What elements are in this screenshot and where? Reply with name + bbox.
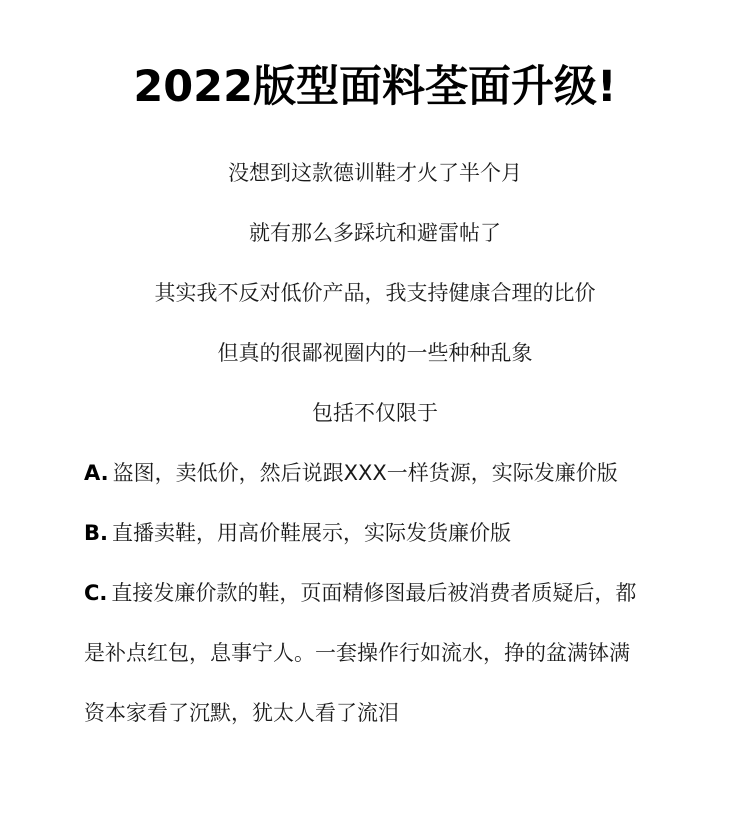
intro-line: 没想到这款德训鞋才火了半个月 — [228, 161, 522, 185]
intro-line: 就有那么多踩坑和避雷帖了 — [249, 221, 501, 245]
list-item-letter: B. — [84, 521, 108, 545]
list-item — [84, 578, 724, 608]
list-item-letter: C. — [84, 581, 108, 605]
intro-line: 包括不仅限于 — [312, 401, 438, 425]
list-item-text: 直播卖鞋，用高价鞋展示，实际发货廉价版 — [111, 521, 511, 545]
page-title: 2022版型面料荃面升级! — [133, 62, 617, 112]
list-item — [84, 458, 724, 488]
list-item-letter: A. — [84, 461, 109, 485]
list-item-text: 直接发廉价款的鞋，页面精修图最后被消费者质疑后，都 — [111, 581, 637, 605]
continuation-line: 资本家看了沉默，犹太人看了流泪 — [84, 701, 399, 725]
list-item-text: 盗图，卖低价，然后说跟XXX一样货源，实际发廉价版 — [112, 461, 618, 485]
list-item — [84, 518, 724, 548]
intro-line: 其实我不反对低价产品，我支持健康合理的比价 — [154, 281, 596, 305]
intro-line: 但真的很鄙视圈内的一些种种乱象 — [217, 341, 533, 365]
continuation-line: 是补点红包，息事宁人。一套操作行如流水，挣的盆满钵满 — [84, 641, 630, 665]
